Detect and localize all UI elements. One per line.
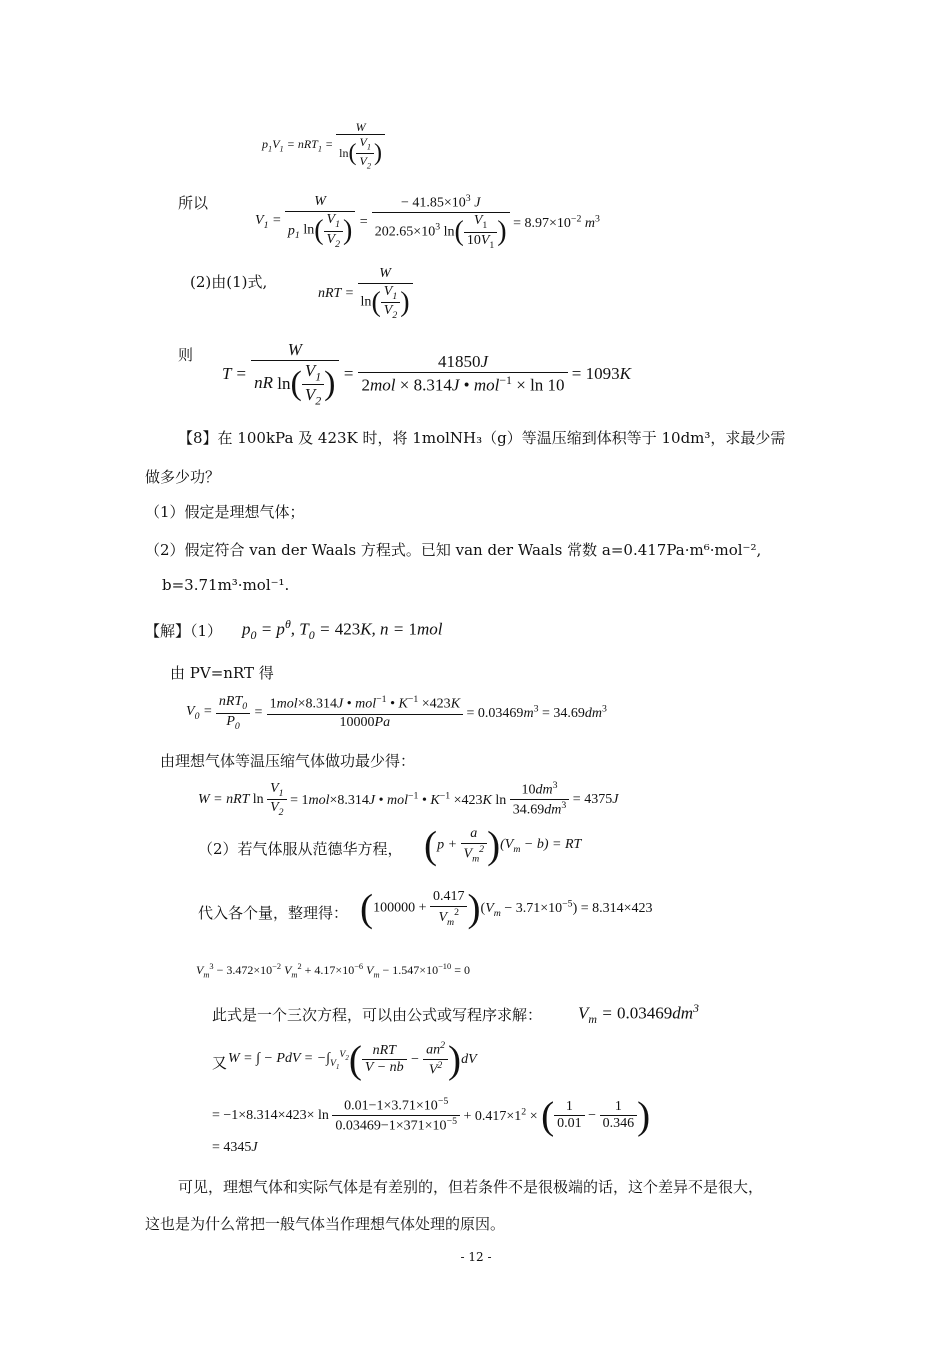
equation-nrt: nRT = W ln( $\frac{V_1}{V_2}$ )	[318, 266, 413, 322]
conclusion-line2: 这也是为什么常把一般气体当作理想气体处理的原因。	[145, 1215, 506, 1233]
problem-item-1: （1）假定是理想气体；	[145, 503, 305, 521]
equation-p0: $p_0 = p^\theta$, $T_0 = 423K$, n = 1mol	[242, 617, 443, 643]
equation-vdw: (p + $\frac{a}{V_m^2}$ )$(V_m - b)$ = RT	[424, 824, 582, 867]
label-suoyi: 所以	[178, 194, 209, 212]
solution-label: 【解】（1）	[145, 622, 223, 640]
page-number: - 12 -	[460, 1250, 492, 1264]
problem-8-line2: 做多少功？	[145, 468, 221, 486]
label-ze: 则	[178, 346, 194, 364]
label-vdw: （2）若气体服从范德华方程，	[198, 840, 403, 858]
label-you-pv: 由 PV=nRT 得	[170, 664, 274, 682]
equation-subst: (100000 + $\frac{0.417}{V_m^2}$ )$(V_m - 3.71\times 10^{-5}) = 8.314\times 423$	[360, 887, 653, 930]
problem-item-2b: b=3.71m³·mol⁻¹.	[162, 576, 290, 594]
equation-w-integral: W = ∫ − PdV = $-\int_{V_1}^{V_2}$( $\frac{\text{nRT}}{V - nb}$ − $\frac{an^2}{V^2}$ )dV	[228, 1038, 477, 1082]
equation-w-result: = 4345J	[212, 1140, 258, 1155]
equation-v0: $V_0$ = $\frac{nRT_0}{P_0}$ = $\frac{1mol\times 8.314J • mol^{-1} • K^{-1} \times 423K}{10000Pa}$ = $0.03469m^3 = 34.69dm^3$	[186, 694, 607, 732]
label-step2: (2)由(1)式,	[190, 273, 268, 291]
problem-8-line1: 【8】在 100kPa 及 423K 时，将 1molNH₃（g）等温压缩到体积等于 10dm³，求最少需	[178, 429, 786, 447]
equation-w-ideal: W = nRT ln $\frac{V_1}{V_2}$ = 1mol×8.314J • mol$^{-1}$ • $K^{-1} \times 423K$ ln $\frac{10dm^3}{34.69dm^3}$ = 4375J	[198, 780, 619, 819]
conclusion-line1: 可见，理想气体和实际气体是有差别的，但若条件不是很极端的话，这个差异不是很大，	[178, 1178, 764, 1196]
problem-item-2: （2）假定符合 van der Waals 方程式。已知 van der Waals 常数 a=0.417Pa·m⁶·mol⁻²,	[145, 541, 762, 559]
label-subst: 代入各个量，整理得：	[198, 904, 349, 922]
equation-T: T = W nR ln( $\frac{V_1}{V_2}$ ) = $\frac{41850J}{2mol \times 8.314J • mol^{-1} \times \ln 10}$ = 1093K	[222, 340, 631, 408]
label-cubic: 此式是一个三次方程，可以由公式或写程序求解：	[212, 1006, 543, 1024]
equation-w-numeric: = −1×8.314×423× ln $\frac{0.01-1\times 3.71\times 10^{-5}}{0.03469-1\times 371\times 10^{-5}}$ + $0.417\times 1^2$ × ( $\frac{1}{0.01}$ − $\frac{1}{0.346}$ )	[212, 1094, 651, 1138]
label-ideal-min: 由理想气体等温压缩气体做功最少得：	[160, 752, 416, 770]
equation-p1v1: $p_1V_1 = nRT_1$ = W ln( $\frac{V_1}{V_2}$ )	[262, 120, 385, 171]
label-you-w: 又	[212, 1054, 228, 1072]
equation-cubic: $V_m^3 - 3.472\times 10^{-2}$ $V_m^2 + 4.17\times 10^{-6}$ $V_m - 1.547\times 10^{-10} = 0$	[196, 962, 470, 980]
equation-vm: $V_m = 0.03469dm^3$	[578, 1001, 699, 1027]
equation-v1: $V_1$ = W $p_1$ ln( $\frac{V_1}{V_2}$ ) = − $41.85\times 10^3$ J $202.65\times 10^3$ ln( $\frac{V_1}{10V_1}$ ) = $8.97\times 10^{-2}$ $m^3$	[255, 193, 600, 251]
